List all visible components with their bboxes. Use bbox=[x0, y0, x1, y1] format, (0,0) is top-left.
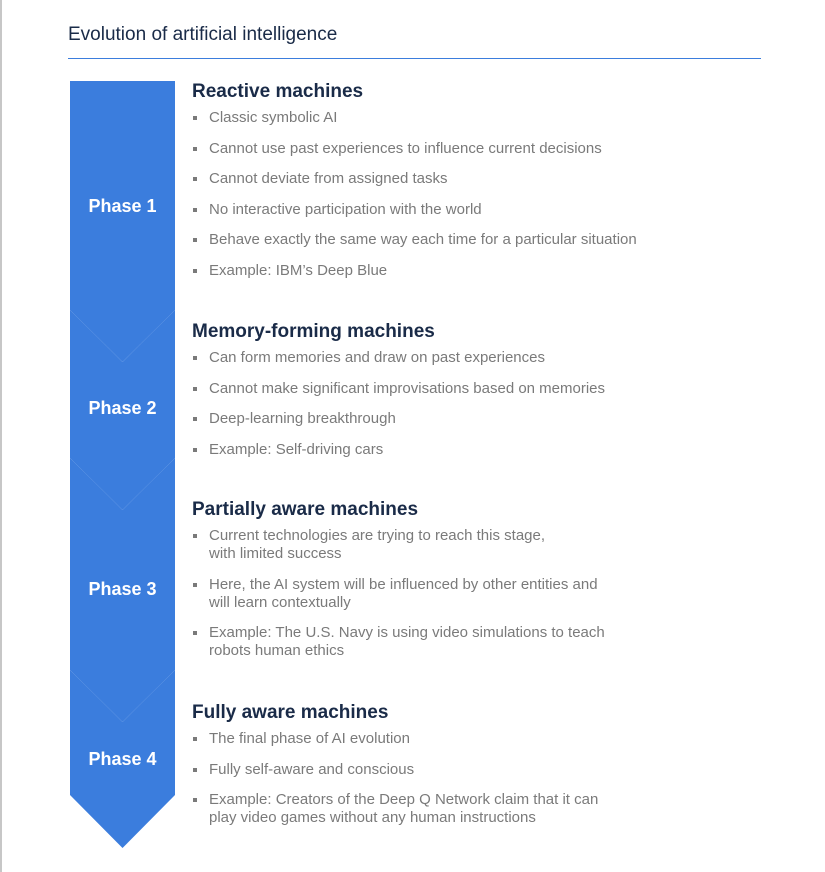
bullet-text: Cannot use past experiences to influence current decisions bbox=[209, 139, 602, 157]
phase-2-section bbox=[192, 321, 672, 471]
bullet-text: Example: Self-driving cars bbox=[209, 440, 384, 458]
bullet-text: Cannot deviate from assigned tasks bbox=[209, 170, 448, 187]
bullet-item bbox=[192, 410, 672, 428]
square-bullet-icon bbox=[193, 631, 197, 635]
square-bullet-icon bbox=[193, 417, 197, 421]
page-title: Evolution of artificial intelligence bbox=[68, 24, 338, 45]
square-bullet-icon bbox=[193, 356, 197, 360]
square-bullet-icon bbox=[193, 269, 197, 273]
bullet-text: Here, the AI system will be influenced by other entities and will learn contextually bbox=[209, 575, 598, 611]
bullet-text: The final phase of AI evolution bbox=[209, 730, 410, 747]
phase-4-heading: Fully aware machines bbox=[192, 702, 389, 723]
square-bullet-icon bbox=[193, 387, 197, 391]
bullet-item bbox=[192, 262, 672, 280]
square-bullet-icon bbox=[193, 208, 197, 212]
square-bullet-icon bbox=[193, 448, 197, 452]
bullet-item bbox=[192, 349, 672, 367]
bullet-item bbox=[192, 730, 672, 748]
bullet-text: Behave exactly the same way each time for a particular situation bbox=[209, 231, 637, 248]
bullet-item bbox=[192, 170, 672, 188]
bullet-text: Deep-learning breakthrough bbox=[209, 410, 396, 427]
bullet-item bbox=[192, 791, 672, 827]
phase-3-bullet-list bbox=[192, 527, 672, 660]
square-bullet-icon bbox=[193, 116, 197, 120]
bullet-item bbox=[192, 624, 672, 660]
square-bullet-icon bbox=[193, 534, 197, 538]
square-bullet-icon bbox=[193, 177, 197, 181]
phase-3-label: Phase 3 bbox=[88, 579, 157, 599]
bullet-item bbox=[192, 201, 672, 219]
bullet-text: Can form memories and draw on past experiences bbox=[209, 349, 545, 366]
bullet-item bbox=[192, 527, 672, 563]
bullet-text: Fully self-aware and conscious bbox=[209, 760, 415, 778]
phase-1-heading: Reactive machines bbox=[192, 81, 364, 102]
phase-2-label: Phase 2 bbox=[88, 398, 157, 418]
phase-1-section bbox=[192, 81, 672, 292]
bullet-item bbox=[192, 441, 672, 459]
phase-2-bullet-list bbox=[192, 349, 672, 459]
square-bullet-icon bbox=[193, 737, 197, 741]
phase-2-heading: Memory-forming machines bbox=[192, 321, 435, 342]
bullet-item bbox=[192, 576, 672, 612]
phase-1-chevron bbox=[70, 81, 175, 362]
bullet-text: Example: The U.S. Navy is using video simulations to teach robots human ethics bbox=[209, 624, 605, 659]
phase-4-label: Phase 4 bbox=[88, 749, 157, 769]
phase-1-bullet-list bbox=[192, 109, 672, 280]
bullet-item bbox=[192, 761, 672, 779]
square-bullet-icon bbox=[193, 238, 197, 242]
bullet-text: Example: IBM’s Deep Blue bbox=[209, 261, 388, 279]
bullet-item bbox=[192, 231, 672, 249]
phase-1-label: Phase 1 bbox=[88, 196, 157, 216]
bullet-item bbox=[192, 109, 672, 127]
bullet-text: Cannot make significant improvisations based on memories bbox=[209, 379, 606, 397]
square-bullet-icon bbox=[193, 583, 197, 587]
phase-3-heading: Partially aware machines bbox=[192, 499, 419, 520]
phase-4-bullet-list bbox=[192, 730, 672, 827]
bullet-text: Current technologies are trying to reach this stage, with limited success bbox=[209, 527, 546, 562]
square-bullet-icon bbox=[193, 768, 197, 772]
phase-4-section bbox=[192, 702, 672, 840]
bullet-text: Classic symbolic AI bbox=[209, 109, 338, 126]
bullet-text: No interactive participation with the world bbox=[209, 200, 482, 218]
phase-3-section bbox=[192, 499, 672, 673]
square-bullet-icon bbox=[193, 798, 197, 802]
bullet-item bbox=[192, 380, 672, 398]
square-bullet-icon bbox=[193, 147, 197, 151]
bullet-text: Example: Creators of the Deep Q Network claim that it can play video games without any human instructions bbox=[209, 791, 599, 826]
bullet-item bbox=[192, 140, 672, 158]
